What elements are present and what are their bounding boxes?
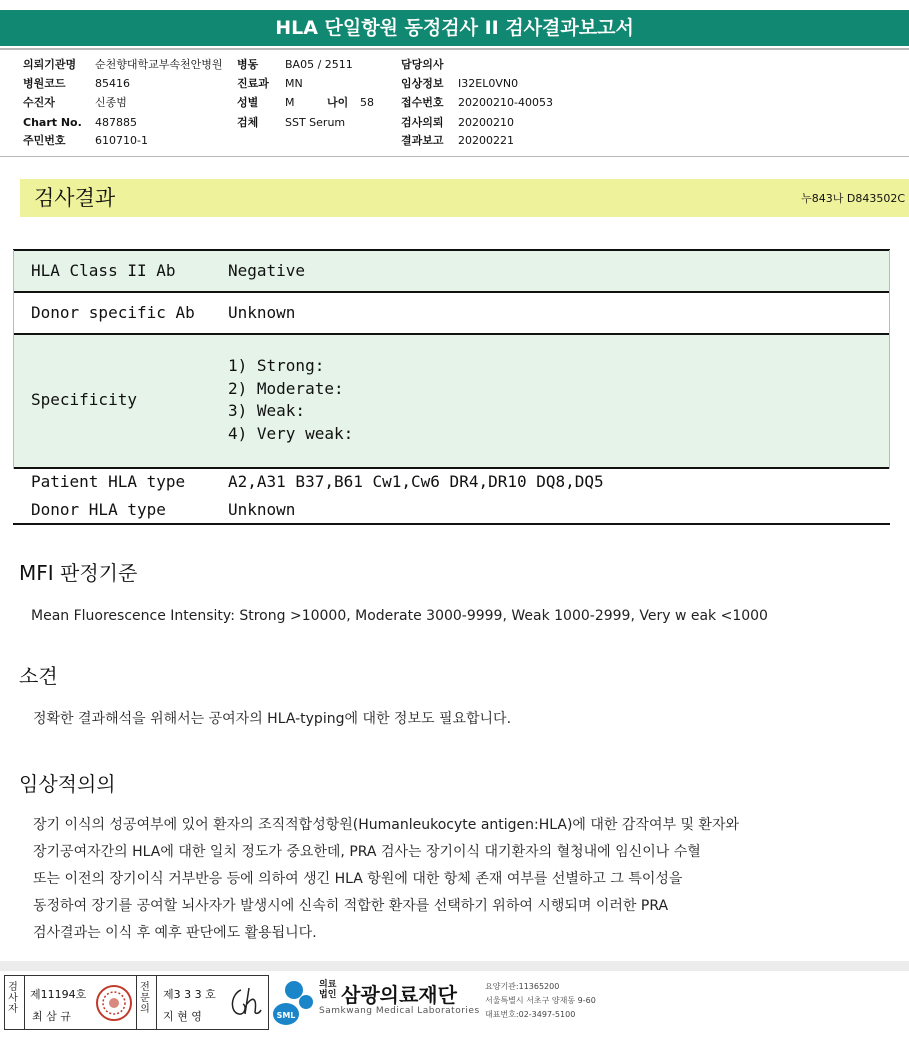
clinical-line: 동정하여 장기를 공여할 뇌사자가 발생시에 신속히 적합한 환자를 선택하기 위하여 시행되며 이러한 PRA bbox=[33, 898, 669, 914]
info-label: Chart No. bbox=[23, 116, 82, 129]
info-value: I32EL0VN0 bbox=[458, 77, 519, 90]
info-label: 병원코드 bbox=[23, 77, 66, 90]
table-border bbox=[13, 249, 890, 251]
divider bbox=[0, 156, 909, 157]
table-row bbox=[13, 293, 890, 333]
table-border bbox=[13, 333, 890, 335]
class2-value: Negative bbox=[228, 261, 306, 280]
spec-item: 2) Moderate: bbox=[228, 378, 344, 398]
divider bbox=[0, 48, 909, 50]
info-label: 담당의사 bbox=[401, 58, 444, 71]
tester-license: 제11194호 bbox=[30, 988, 87, 1001]
doctor-vlabel bbox=[138, 982, 152, 1015]
table-border bbox=[13, 291, 890, 293]
info-value: 20200210-40053 bbox=[458, 96, 553, 109]
table-row bbox=[13, 469, 890, 523]
info-label: 결과보고 bbox=[401, 134, 444, 147]
clinical-line: 검사결과는 이식 후 예후 판단에도 활용됩니다. bbox=[33, 925, 317, 941]
mfi-heading: MFI 판정기준 bbox=[19, 561, 138, 585]
info-label: 수진자 bbox=[23, 96, 55, 109]
doctor-vlabel-text: 전문의 bbox=[140, 982, 150, 1015]
info-value: SST Serum bbox=[285, 116, 346, 129]
spec-item: 4) Very weak: bbox=[228, 423, 354, 443]
info-label: 검체 bbox=[237, 116, 259, 129]
class2-label: HLA Class II Ab bbox=[31, 261, 176, 280]
spec-list bbox=[228, 355, 353, 445]
table-border bbox=[13, 467, 890, 469]
clinical-heading: 임상적의의 bbox=[19, 772, 116, 796]
clinical-line: 장기공여자간의 HLA에 대한 일치 정도가 중요한데, PRA 검사는 장기이식 대기환자의 혈청내에 임신이나 수혈 bbox=[33, 844, 701, 860]
signature-box bbox=[4, 975, 269, 1030]
org-address: 서울특별시 서초구 양재동 9-60 bbox=[485, 996, 596, 1005]
donor-hla-label: Donor HLA type bbox=[31, 500, 166, 519]
table-border bbox=[13, 523, 890, 525]
seal-icon bbox=[95, 982, 133, 1024]
info-label: 병동 bbox=[237, 58, 259, 71]
info-value: 20200221 bbox=[458, 134, 514, 147]
info-label: 진료과 bbox=[237, 77, 269, 90]
info-label: 성별 bbox=[237, 96, 259, 109]
info-label: 의뢰기관명 bbox=[23, 58, 77, 71]
info-value: BA05 / 2511 bbox=[285, 58, 353, 71]
tester-vlabel bbox=[6, 982, 20, 1015]
table-border bbox=[13, 250, 14, 469]
signature-divider bbox=[136, 976, 137, 1029]
tester-vlabel-text: 검사자 bbox=[8, 982, 18, 1015]
info-value: 610710-1 bbox=[95, 134, 148, 147]
spec-item: 3) Weak: bbox=[228, 401, 306, 420]
info-label: 임상정보 bbox=[401, 77, 444, 90]
sml-logo-icon bbox=[272, 980, 316, 1026]
report-title: HLA 단일항원 동정검사 II 검사결과보고서 bbox=[0, 10, 909, 46]
org-name: 삼광의료재단 bbox=[341, 983, 457, 1007]
info-value: 487885 bbox=[95, 116, 137, 129]
org-prefix: 의료법인 bbox=[319, 980, 337, 1000]
info-value: 20200210 bbox=[458, 116, 514, 129]
info-label: 주민번호 bbox=[23, 134, 66, 147]
signature-icon bbox=[227, 984, 265, 1020]
patient-hla-value: A2,A31 B37,B61 Cw1,Cw6 DR4,DR10 DQ8,DQ5 bbox=[228, 472, 604, 491]
info-value: 순천향대학교부속천안병원 bbox=[95, 58, 223, 71]
patient-hla-label: Patient HLA type bbox=[31, 472, 186, 491]
info-value: MN bbox=[285, 77, 303, 90]
org-phone: 대표번호:02-3497-5100 bbox=[485, 1010, 576, 1019]
mfi-text: Mean Fluorescence Intensity: Strong >10000, Moderate 3000-9999, Weak 1000-2999, Very w eak <1000 bbox=[31, 608, 768, 624]
logo-text: SML bbox=[276, 1011, 296, 1020]
footer-band bbox=[0, 961, 909, 971]
opinion-heading: 소견 bbox=[19, 664, 58, 688]
doctor-name: 지 현 영 bbox=[163, 1010, 202, 1023]
spec-label: Specificity bbox=[31, 390, 137, 409]
tester-name: 최 삼 규 bbox=[32, 1010, 71, 1023]
signature-divider bbox=[24, 976, 25, 1029]
result-header bbox=[20, 179, 909, 217]
result-code: 누843나 D843502C bbox=[801, 192, 905, 205]
clinical-line: 또는 이전의 장기이식 거부반응 등에 의하여 생긴 HLA 항원에 대한 항체 존재 여부를 선별하고 그 특이성을 bbox=[33, 871, 683, 887]
info-value: M bbox=[285, 96, 295, 109]
result-title: 검사결과 bbox=[34, 186, 116, 210]
org-english-name: Samkwang Medical Laboratories bbox=[319, 1006, 480, 1016]
info-value: 85416 bbox=[95, 77, 130, 90]
spec-item: 1) Strong: bbox=[228, 356, 325, 375]
dsa-value: Unknown bbox=[228, 303, 296, 322]
signature-divider bbox=[156, 976, 157, 1029]
org-code: 요양기관:11365200 bbox=[485, 982, 560, 991]
table-row bbox=[13, 251, 890, 291]
info-value: 58 bbox=[360, 96, 374, 109]
doctor-license: 제3 3 3 호 bbox=[163, 988, 216, 1001]
info-label: 검사의뢰 bbox=[401, 116, 444, 129]
table-row bbox=[13, 335, 890, 467]
opinion-text: 정확한 결과해석을 위해서는 공여자의 HLA-typing에 대한 정보도 필요합니다. bbox=[33, 711, 512, 727]
dsa-label: Donor specific Ab bbox=[31, 303, 195, 322]
donor-hla-value: Unknown bbox=[228, 500, 296, 519]
info-label: 접수번호 bbox=[401, 96, 444, 109]
info-value: 신종범 bbox=[95, 96, 127, 109]
info-label: 나이 bbox=[327, 96, 349, 109]
clinical-line: 장기 이식의 성공여부에 있어 환자의 조직적합성항원(Humanleukocyte antigen:HLA)에 대한 감작여부 및 환자와 bbox=[33, 817, 739, 833]
table-border bbox=[889, 250, 890, 469]
